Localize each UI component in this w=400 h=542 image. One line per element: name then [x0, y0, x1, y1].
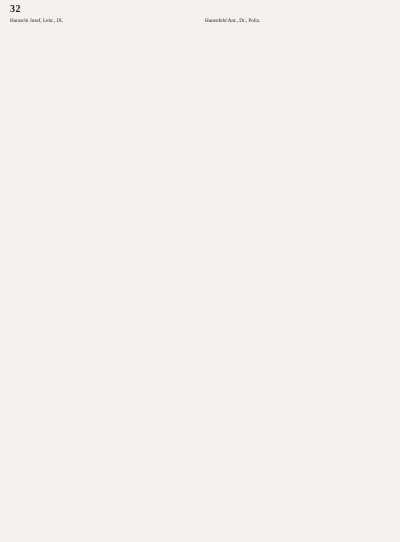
left-column — [10, 18, 197, 536]
page-number: 32 — [10, 4, 21, 15]
right-column — [205, 18, 392, 536]
directory-columns — [10, 18, 392, 536]
left-column-first-entry: Haraschi Josef, Lehr., IX. — [10, 18, 64, 24]
right-column-first-entry: Hauenfeld Ant., Dr., Poliz. — [205, 18, 261, 24]
